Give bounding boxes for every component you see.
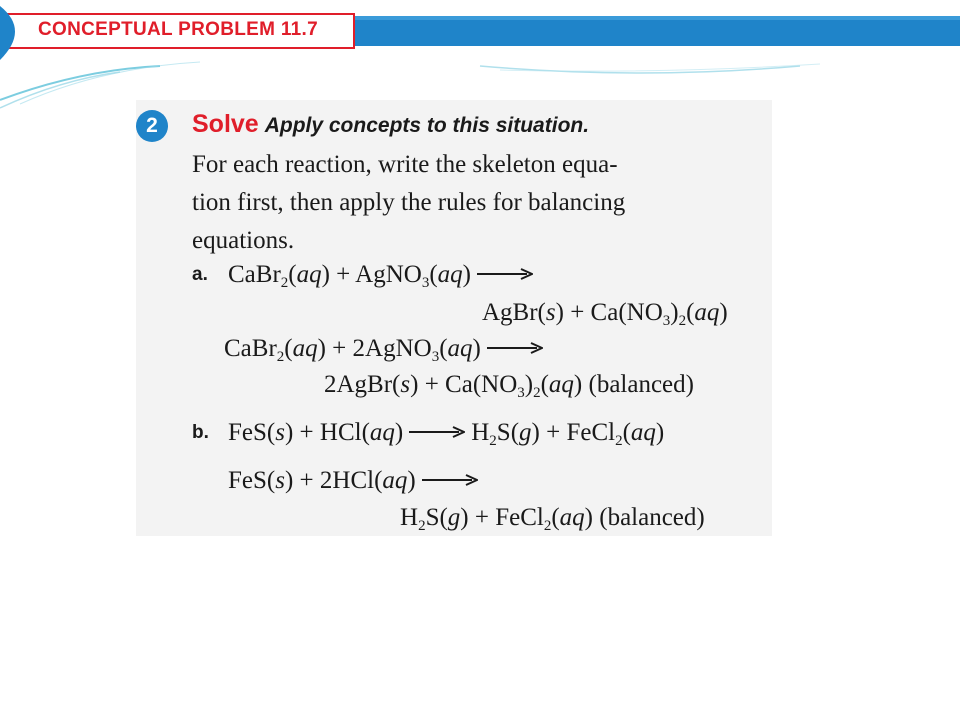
part-a-skeleton-reactants: CaBr$_2$(aq) + AgNO$_3$(aq) bbox=[228, 260, 539, 290]
part-b-balanced-reactants: FeS(s) + 2HCl(aq) bbox=[228, 466, 484, 496]
reaction-arrow-icon bbox=[477, 268, 533, 280]
solve-subtitle: Apply concepts to this situation. bbox=[264, 114, 590, 137]
part-b-balanced-products: $H_2S(g)$ + FeCl$_2$(aq) (balanced) bbox=[400, 504, 705, 534]
part-b-skeleton-equation: FeS(s) + HCl(aq) $H_2S(g)$ + FeCl$_2$(aq) bbox=[228, 419, 665, 449]
header-title: CONCEPTUAL PROBLEM 11.7 bbox=[38, 19, 318, 40]
step-number-badge: 2 bbox=[136, 110, 168, 142]
part-b-label: b. bbox=[192, 422, 209, 443]
header-decoration bbox=[0, 0, 960, 110]
part-a-balanced-reactants: CaBr$_2$(aq) + 2AgNO$_3$(aq) bbox=[224, 334, 549, 364]
solve-heading bbox=[192, 110, 589, 139]
header-bar bbox=[0, 0, 960, 64]
reaction-arrow-icon bbox=[422, 474, 478, 486]
part-a-skeleton-products: AgBr(s) + $Ca(NO_3)_2(aq)$ bbox=[482, 299, 728, 329]
balanced-note: (balanced) bbox=[588, 371, 694, 398]
reaction-arrow-icon bbox=[487, 342, 543, 354]
part-a-balanced-products: 2AgBr(s) + $Ca(NO_3)_2(aq)$ (balanced) bbox=[324, 371, 694, 401]
intro-line: tion first, then apply the rules for balancing bbox=[192, 189, 626, 216]
reaction-arrow-icon bbox=[409, 426, 465, 438]
intro-line: equations. bbox=[192, 227, 295, 254]
intro-line: For each reaction, write the skeleton equa- bbox=[192, 151, 618, 178]
balanced-note: (balanced) bbox=[599, 504, 705, 531]
part-a-label: a. bbox=[192, 264, 208, 285]
intro-paragraph bbox=[192, 146, 752, 260]
solve-word: Solve bbox=[192, 110, 259, 138]
